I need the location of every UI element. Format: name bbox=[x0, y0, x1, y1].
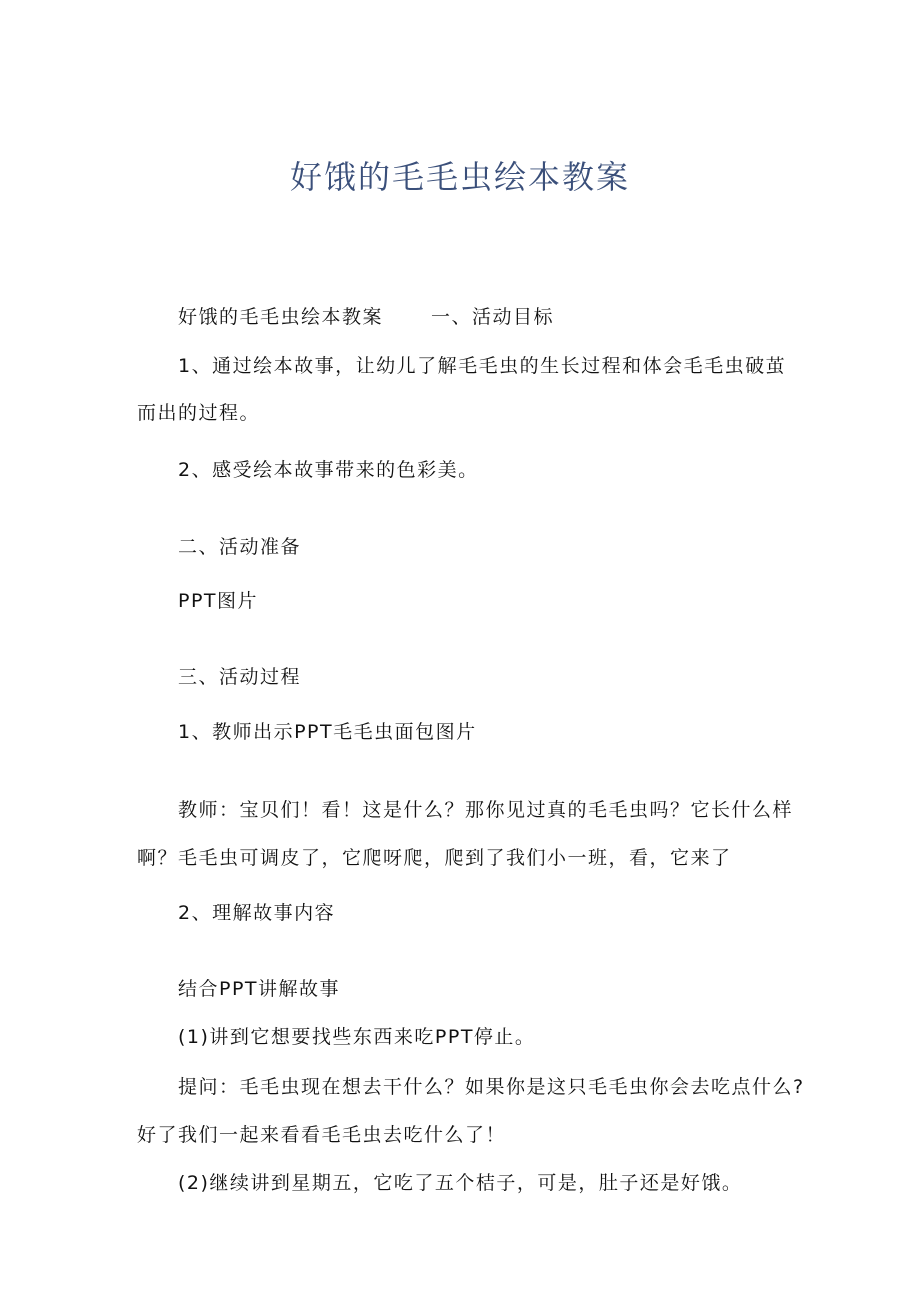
story-part-1: (1)讲到它想要找些东西来吃PPT停止。 bbox=[178, 1026, 536, 1048]
goal-1-line-2: 而出的过程。 bbox=[137, 402, 261, 424]
story-part-2: (2)继续讲到星期五，它吃了五个桔子，可是，肚子还是好饿。 bbox=[178, 1172, 743, 1194]
process-step-1: 1、教师出示PPT毛毛虫面包图片 bbox=[178, 721, 477, 743]
section-heading-goals: 一、活动目标 bbox=[431, 306, 555, 328]
story-telling-note: 结合PPT讲解故事 bbox=[178, 978, 341, 1000]
goal-1-line-1: 1、通过绘本故事，让幼儿了解毛毛虫的生长过程和体会毛毛虫破茧 bbox=[178, 355, 787, 377]
preparation-item: PPT图片 bbox=[178, 590, 259, 612]
question-line-2: 好了我们一起来看看毛毛虫去吃什么了！ bbox=[137, 1124, 507, 1146]
question-line-1: 提问：毛毛虫现在想去干什么？如果你是这只毛毛虫你会去吃点什么? bbox=[178, 1076, 805, 1098]
intro-line bbox=[178, 305, 554, 329]
teacher-dialog-line-2: 啊？毛毛虫可调皮了，它爬呀爬，爬到了我们小一班，看，它来了 bbox=[137, 847, 732, 869]
goal-2: 2、感受绘本故事带来的色彩美。 bbox=[178, 459, 479, 481]
teacher-dialog-line-1: 教师：宝贝们！看！这是什么？那你见过真的毛毛虫吗？它长什么样 bbox=[178, 799, 794, 821]
process-step-2: 2、理解故事内容 bbox=[178, 902, 336, 924]
document-title: 好饿的毛毛虫绘本教案 bbox=[289, 158, 630, 196]
intro-doc-name: 好饿的毛毛虫绘本教案 bbox=[178, 306, 384, 328]
section-heading-preparation: 二、活动准备 bbox=[178, 536, 302, 558]
section-heading-process: 三、活动过程 bbox=[178, 666, 302, 688]
